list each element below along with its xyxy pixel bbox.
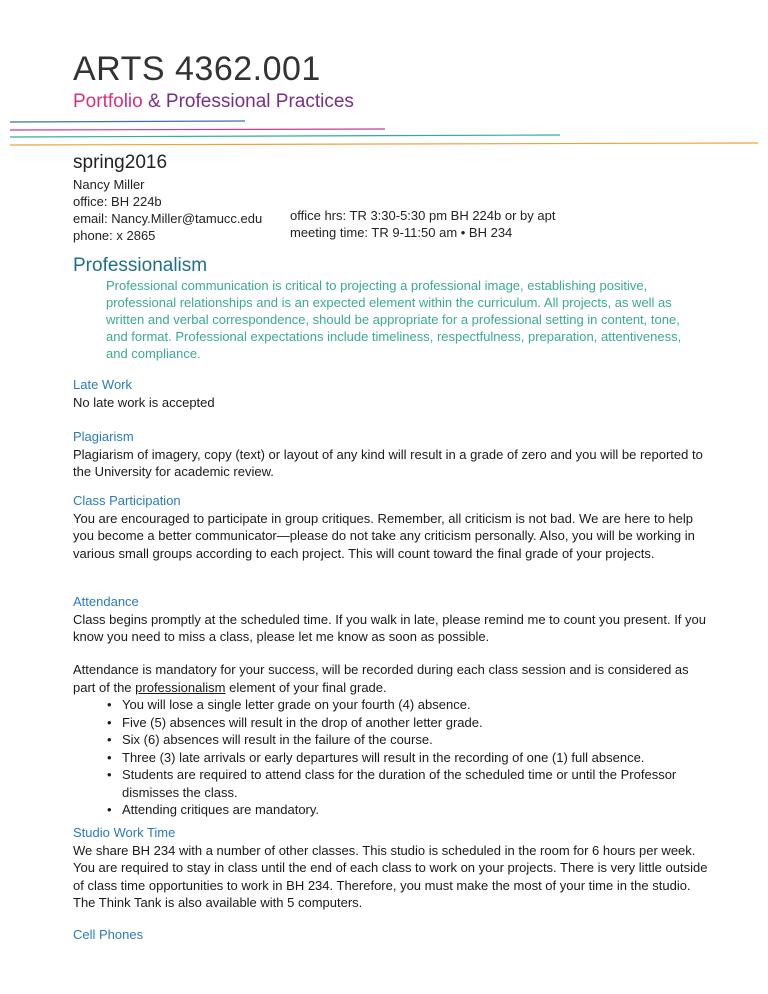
cell-phones-section: [73, 926, 713, 944]
attendance-title: Attendance: [73, 594, 139, 609]
late-work-title: Late Work: [73, 377, 133, 392]
instructor-contact: [73, 176, 262, 244]
bullet-icon: •: [107, 802, 112, 817]
studio-section: [73, 824, 713, 912]
late-work-section: [73, 376, 713, 411]
list-item: • Students are required to attend class for the duration of the scheduled time or until the Professor dismisses the class.: [107, 767, 677, 800]
section-heading-professionalism: Professionalism: [73, 255, 208, 276]
bullet-icon: •: [107, 714, 112, 730]
bullet-icon: •: [107, 767, 112, 782]
plagiarism-section: [73, 428, 713, 481]
attendance-text: Class begins promptly at the scheduled time. If you walk in late, please remind me to count you present. If you know you need to miss a class, please let me know as soon as possible.: [73, 611, 706, 644]
course-subtitle: [73, 91, 354, 113]
office-hours: office hrs: TR 3:30-5:30 pm BH 224b or by apt: [290, 208, 556, 223]
attendance-policy-text: Attendance is mandatory for your success, will be recorded during each class session and is considered as part of the professionalism element of your final grade.: [73, 662, 689, 695]
course-title: ARTS 4362.001: [73, 50, 321, 88]
attendance-bullet-list: [73, 696, 713, 819]
cell-phones-title: Cell Phones: [73, 927, 144, 942]
late-work-text: No late work is accepted: [73, 394, 215, 410]
participation-text: You are encouraged to participate in group critiques. Remember, all criticism is not bad. We are here to help you become a better communicator—please do not take any criticism personally. Also, you will be working in various small groups according to each project. This will count toward the final grade of your projects.: [73, 510, 695, 561]
list-item: • Six (6) absences will result in the failure of the course.: [107, 732, 433, 747]
instructor-email: email: Nancy.Miller@tamucc.edu: [73, 211, 263, 226]
subtitle-rest: & Professional Practices: [142, 91, 354, 112]
instructor-phone: phone: x 2865: [73, 228, 156, 243]
list-item: • Three (3) late arrivals or early departures will result in the recording of one (1) full absence.: [107, 749, 645, 765]
meeting-time: meeting time: TR 9-11:50 am • BH 234: [290, 225, 513, 240]
schedule-info: [290, 207, 555, 241]
studio-title: Studio Work Time: [73, 825, 176, 840]
subtitle-highlight: Portfolio: [73, 91, 143, 112]
bullet-icon: •: [107, 749, 112, 765]
list-item: • Five (5) absences will result in the drop of another letter grade.: [107, 714, 483, 730]
office-location: office: BH 224b: [73, 194, 162, 209]
bullet-icon: •: [107, 732, 112, 747]
list-item: • Attending critiques are mandatory.: [107, 802, 320, 817]
attendance-section: [73, 593, 713, 646]
plagiarism-text: Plagiarism of imagery, copy (text) or layout of any kind will result in a grade of zero and you will be reported to the University for academic review.: [73, 446, 703, 479]
deco-line-teal: [10, 135, 560, 137]
participation-title: Class Participation: [73, 493, 181, 508]
decorative-lines: [0, 112, 768, 152]
deco-line-blue: [10, 121, 245, 122]
participation-section: [73, 492, 713, 562]
professionalism-underlined: professionalism: [135, 679, 226, 695]
professionalism-intro: Professional communication is critical to projecting a professional image, establishing positive, professional relationships and is an expected element within the curriculum. All projects, as well as written and verbal correspondence, should be appropriate for a professional setting in content, tone, and format. Professional expectations include timeliness, respectfulness, preparation, attentiveness, and compliance.: [106, 278, 682, 361]
instructor-name: Nancy Miller: [73, 177, 145, 192]
plagiarism-title: Plagiarism: [73, 429, 134, 444]
list-item: • You will lose a single letter grade on your fourth (4) absence.: [107, 697, 471, 712]
deco-line-orange: [10, 143, 758, 145]
bullet-icon: •: [107, 697, 112, 712]
semester: spring2016: [73, 152, 168, 173]
attendance-policy: [73, 661, 713, 819]
studio-text: We share BH 234 with a number of other classes. This studio is scheduled in the room for 6 hours per week. You are required to stay in class until the end of each class to work on your projects. There is very little outside of class time opportunities to work in BH 234. Therefore, you must make the most of your time in the studio. The Think Tank is also available with 5 computers.: [73, 842, 708, 910]
deco-line-pink: [10, 129, 385, 130]
